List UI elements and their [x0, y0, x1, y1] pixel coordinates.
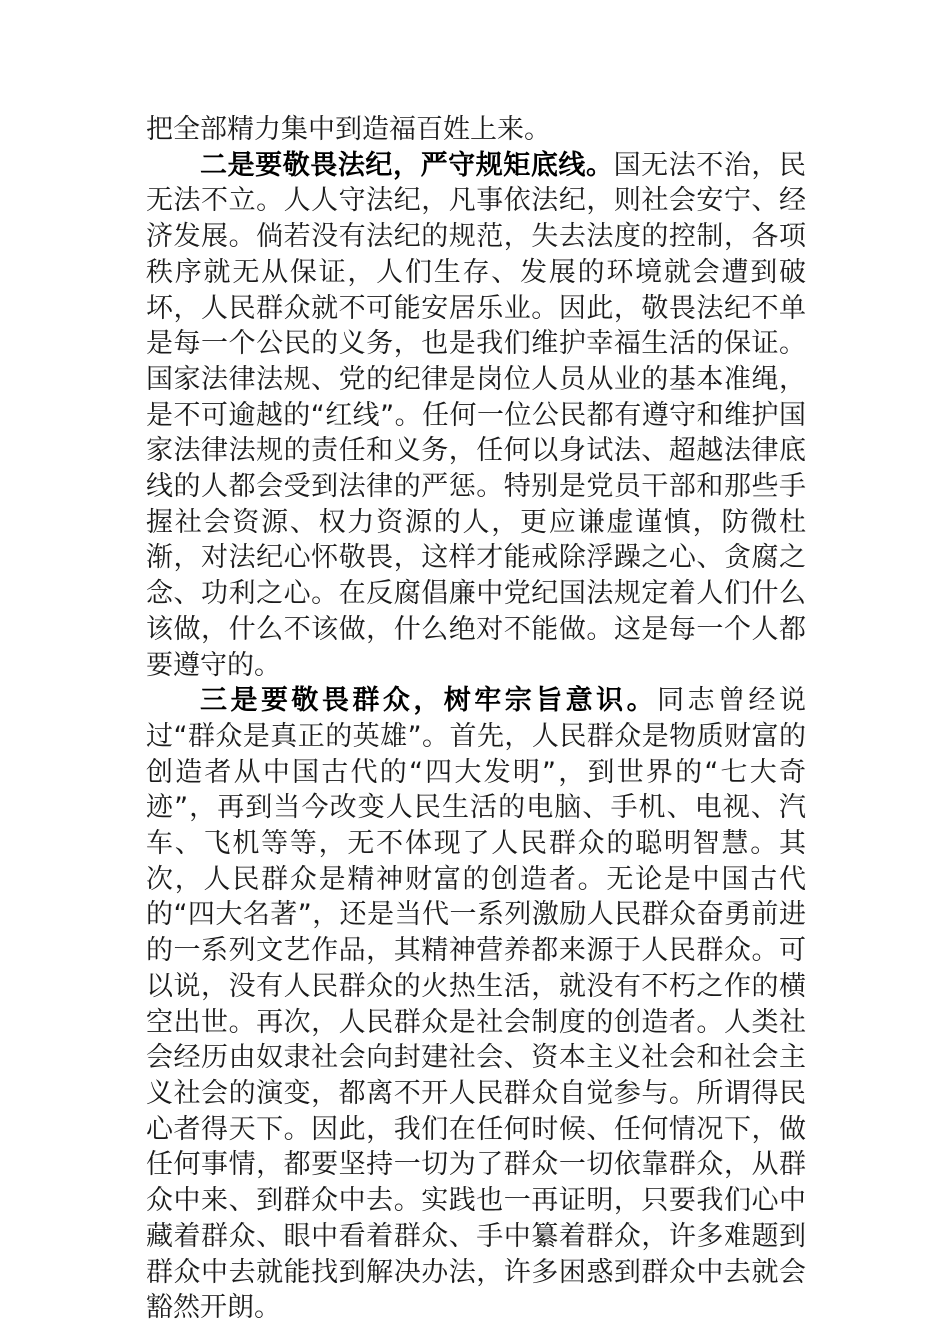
document-body [146, 112, 806, 1326]
paragraph-1-text: 把全部精力集中到造福百姓上来。 [146, 114, 551, 145]
paragraph-2-text: 国无法不治，民无法不立。人人守法纪，凡事依法纪，则社会安宁、经济发展。倘若没有法纪的规范，失去法度的控制，各项秩序就无从保证，人们生存、发展的环境就会遭到破坏，人民群众就不可能安居乐业。因此，敬畏法纪不单是每一个公民的义务，也是我们维护幸福生活的保证。国家法律法规、党的纪律是岗位人员从业的基本准绳，是不可逾越的“红线”。任何一位公民都有遵守和维护国家法律法规的责任和义务，任何以身试法、超越法律底线的人都会受到法律的严惩。特别是党员干部和那些手握社会资源、权力资源的人，更应谦虚谨慎，防微杜渐，对法纪心怀敬畏，这样才能戒除浮躁之心、贪腐之念、功利之心。在反腐倡廉中党纪国法规定着人们什么该做，什么不该做，什么绝对不能做。这是每一个人都要遵守的。 [146, 149, 807, 681]
paragraph-3 [146, 683, 806, 1326]
paragraph-2 [146, 148, 806, 684]
paragraph-2-heading: 二是要敬畏法纪，严守规矩底线。 [200, 149, 614, 181]
paragraph-1 [146, 112, 806, 148]
paragraph-3-text: 同志曾经说过“群众是真正的英雄”。首先，人民群众是物质财富的创造者从中国古代的“四大发明”，到世界的“七大奇迹”，再到当今改变人民生活的电脑、手机、电视、汽车、飞机等等，无不体现了人民群众的聪明智慧。其次，人民群众是精神财富的创造者。无论是中国古代的“四大名著”，还是当代一系列激励人民群众奋勇前进的一系列文艺作品，其精神营养都来源于人民群众。可以说，没有人民群众的火热生活，就没有不朽之作的横空出世。再次，人民群众是社会制度的创造者。人类社会经历由奴隶社会向封建社会、资本主义社会和社会主义社会的演变，都离不开人民群众自觉参与。所谓得民心者得天下。因此，我们在任何时候、任何情况下，做任何事情，都要坚持一切为了群众一切依靠群众，从群众中来、到群众中去。实践也一再证明，只要我们心中藏着群众、眼中看着群众、手中纂着群众，许多难题到群众中去就能找到解决办法，许多困惑到群众中去就会豁然开朗。 [146, 685, 807, 1324]
paragraph-3-heading: 三是要敬畏群众，树牢宗旨意识。 [200, 685, 658, 717]
